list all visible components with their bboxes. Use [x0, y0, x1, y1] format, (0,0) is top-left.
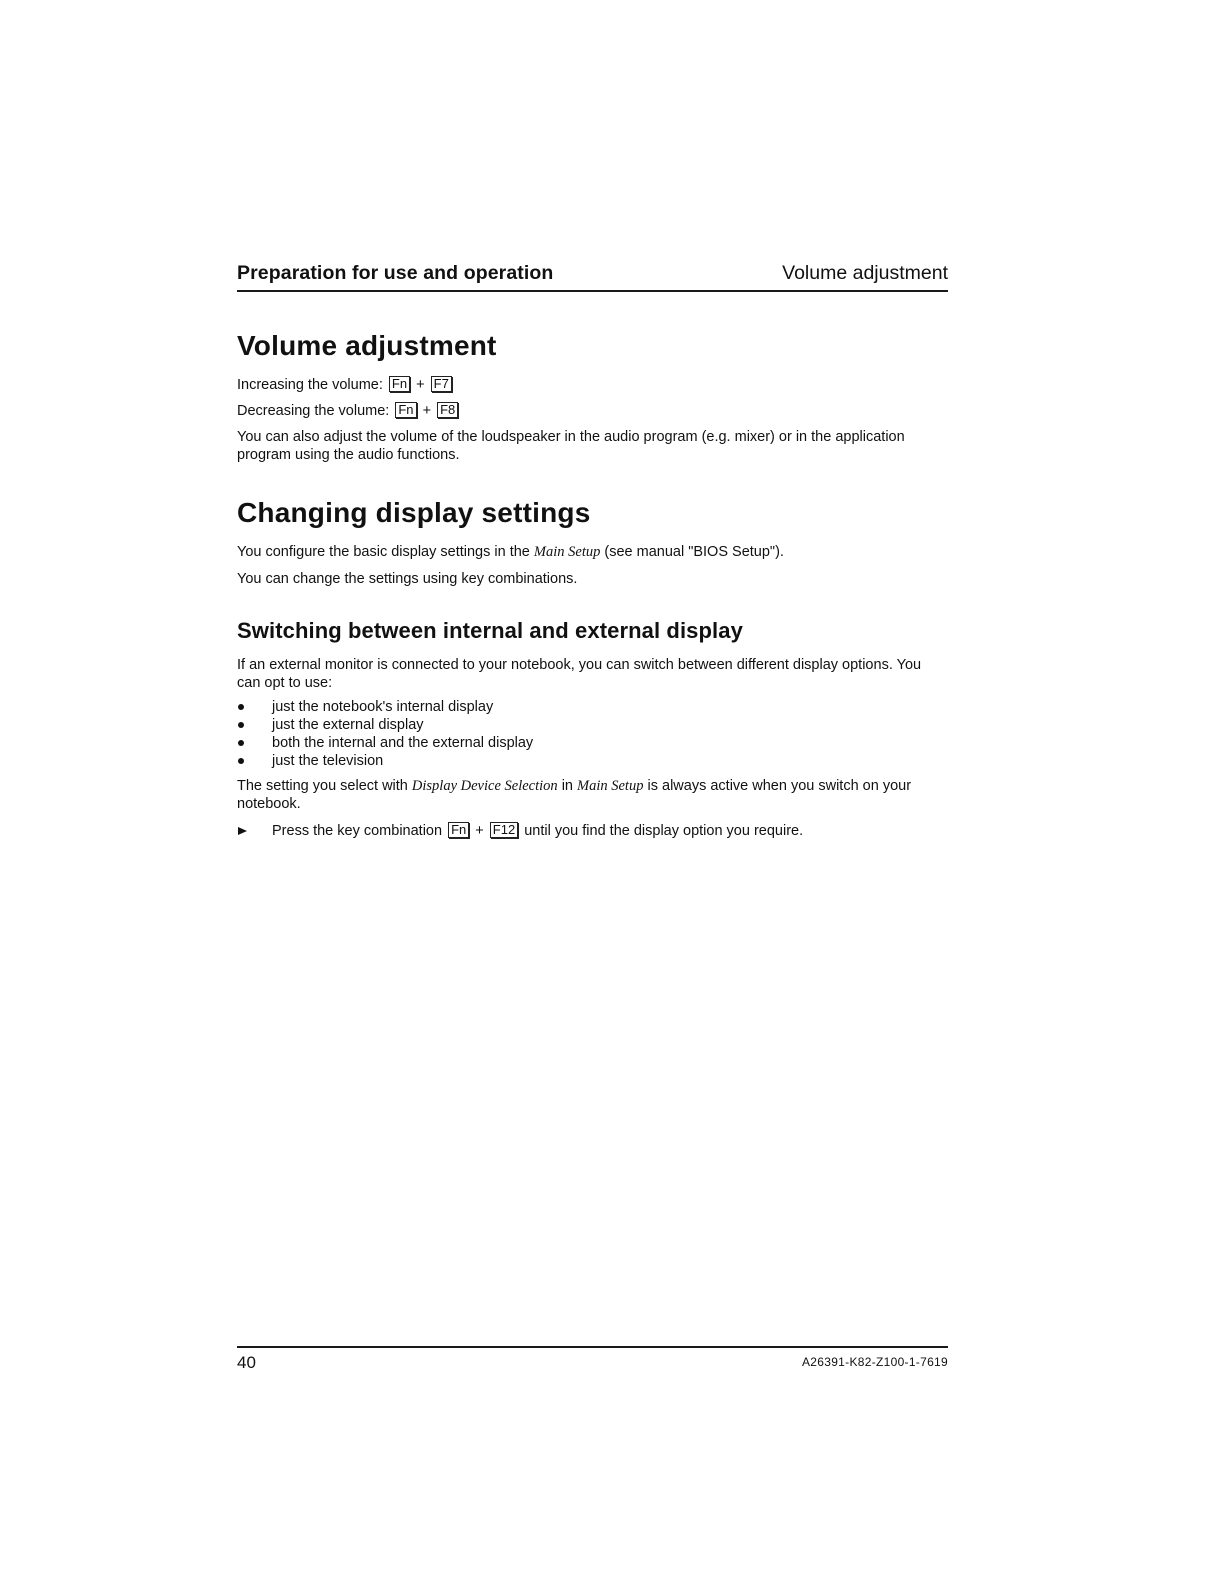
- switching-intro: If an external monitor is connected to your notebook, you can switch between different display options. You can opt to use:: [237, 657, 922, 691]
- main-setup-term: Main Setup: [577, 778, 644, 794]
- text-run: is always active when you switch on your notebook.: [237, 778, 912, 812]
- increase-volume-line: [237, 376, 937, 394]
- list-item: both the internal and the external display: [237, 734, 937, 752]
- text-run: Press the key combination: [272, 823, 443, 839]
- volume-heading: Volume adjustment: [237, 330, 497, 361]
- text-run: until you find the display option you require.: [524, 823, 804, 839]
- display-paragraph-1: [237, 543, 937, 561]
- main-setup-term: Main Setup: [533, 544, 601, 560]
- arrow-icon: [238, 827, 247, 835]
- fn-key: Fn: [448, 822, 469, 838]
- page-content: [237, 327, 937, 840]
- f12-key: F12: [490, 822, 518, 838]
- decrease-label: Decreasing the volume:: [237, 403, 390, 419]
- list-item: just the television: [237, 752, 937, 770]
- text-run: You configure the basic display settings in the: [237, 544, 530, 560]
- display-device-selection-term: Display Device Selection: [411, 778, 558, 794]
- f7-key: F7: [431, 376, 452, 392]
- switching-heading: Switching between internal and external display: [237, 618, 743, 643]
- display-paragraph-2: You can change the settings using key combinations.: [237, 571, 578, 587]
- volume-note: You can also adjust the volume of the loudspeaker in the audio program (e.g. mixer) or in the application program using the audio functions.: [237, 429, 905, 463]
- setting-paragraph: [237, 777, 937, 813]
- plus-sign: +: [416, 377, 425, 393]
- header-section-title: Preparation for use and operation: [237, 262, 554, 284]
- page-footer: [237, 1346, 948, 1372]
- list-item: just the notebook's internal display: [237, 698, 937, 716]
- decrease-volume-line: [237, 402, 937, 420]
- plus-sign: +: [475, 823, 484, 839]
- page-number: 40: [237, 1353, 256, 1372]
- instruction-step: [237, 822, 937, 840]
- header-topic: Volume adjustment: [782, 262, 948, 284]
- text-run: The setting you select with: [237, 778, 408, 794]
- text-run: (see manual "BIOS Setup").: [604, 544, 784, 560]
- f8-key: F8: [437, 402, 458, 418]
- display-heading: Changing display settings: [237, 497, 591, 528]
- text-run: in: [561, 778, 573, 794]
- fn-key: Fn: [389, 376, 410, 392]
- increase-label: Increasing the volume:: [237, 377, 383, 393]
- fn-key: Fn: [395, 402, 416, 418]
- page-header: [237, 262, 948, 292]
- plus-sign: +: [422, 403, 432, 419]
- list-item: just the external display: [237, 716, 937, 734]
- display-options-list: [237, 698, 937, 770]
- document-code: A26391-K82-Z100-1-7619: [801, 1355, 948, 1369]
